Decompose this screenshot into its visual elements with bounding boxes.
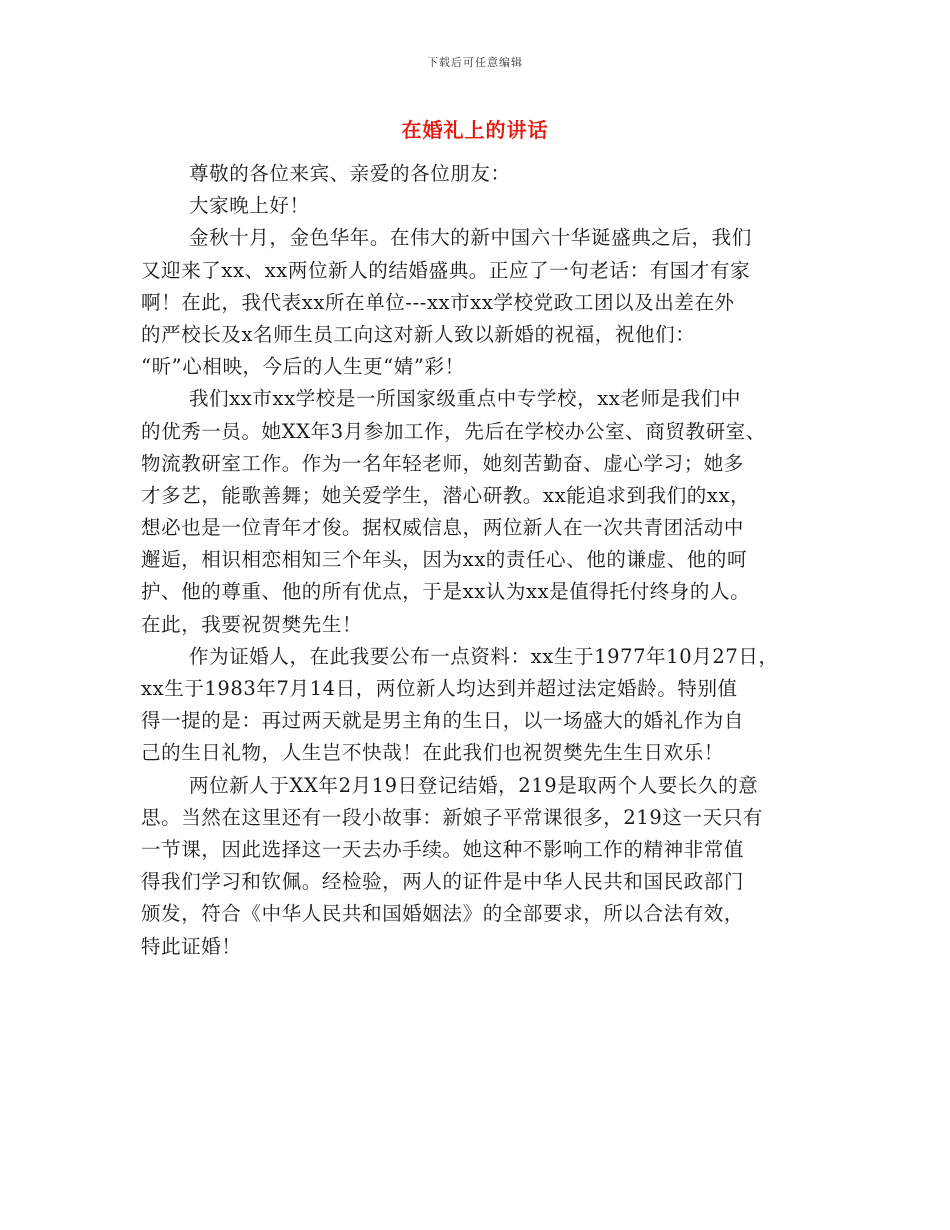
text-line: xx生于1983年7月14日，两位新人均达到并超过法定婚龄。特别值 bbox=[141, 677, 738, 700]
text-line: 想必也是一位青年才俊。据权威信息，两位新人在一次共青团活动中 bbox=[141, 516, 745, 540]
text-line: 颁发，符合《中华人民共和国婚姻法》的全部要求，所以合法有效， bbox=[141, 902, 745, 926]
text-line: 啊！在此，我代表xx所在单位---xx市xx学校党政工团以及出差在外 bbox=[141, 290, 735, 314]
text-line: 的严校长及x名师生员工向这对新人致以新婚的祝福，祝他们： bbox=[141, 322, 696, 346]
text-line: 尊敬的各位来宾、亲爱的各位朋友： bbox=[189, 162, 511, 185]
text-line: 得一提的是：再过两天就是男主角的生日，以一场盛大的婚礼作为自 bbox=[141, 709, 745, 733]
document-title: 在婚礼上的讲话 bbox=[401, 118, 549, 142]
text-line: 我们xx市xx学校是一所国家级重点中专学校，xx老师是我们中 bbox=[189, 387, 741, 411]
text-line: 作为证婚人，在此我要公布一点资料：xx生于1977年10月27日， bbox=[189, 644, 779, 668]
text-line: 的优秀一员。她XX年3月参加工作，先后在学校办公室、商贸教研室、 bbox=[141, 419, 766, 443]
text-line: 护、他的尊重、他的所有优点，于是xx认为xx是值得托付终身的人。 bbox=[141, 580, 751, 604]
text-line: 物流教研室工作。作为一名年轻老师，她刻苦勤奋、虚心学习；她多 bbox=[141, 451, 745, 475]
text-line: 才多艺，能歌善舞；她关爱学生，潜心研教。xx能追求到我们的xx， bbox=[141, 483, 751, 507]
text-line: 邂逅，相识相恋相知三个年头，因为xx的责任心、他的谦虚、他的呵 bbox=[141, 548, 748, 572]
text-line: 在此，我要祝贺樊先生！ bbox=[141, 612, 363, 636]
speech-body bbox=[141, 158, 819, 963]
text-line: 特此证婚！ bbox=[141, 934, 242, 958]
text-line: “昕”心相映，今后的人生更“婧”彩！ bbox=[141, 355, 465, 379]
text-line: 两位新人于XX年2月19日登记结婚，219是取两个人要长久的意 bbox=[189, 773, 759, 797]
text-line: 得我们学习和钦佩。经检验，两人的证件是中华人民共和国民政部门 bbox=[141, 870, 745, 894]
text-line: 金秋十月，金色华年。在伟大的新中国六十华诞盛典之后，我们 bbox=[189, 226, 752, 250]
text-line: 大家晚上好！ bbox=[189, 194, 310, 218]
text-line: 一节课，因此选择这一天去办手续。她这种不影响工作的精神非常值 bbox=[141, 837, 745, 861]
text-line: 又迎来了xx、xx两位新人的结婚盛典。正应了一句老话：有国才有家 bbox=[141, 258, 751, 282]
text-line: 思。当然在这里还有一段小故事：新娘子平常课很多，219这一天只有 bbox=[141, 805, 763, 829]
text-line: 己的生日礼物，人生岂不快哉！在此我们也祝贺樊先生生日欢乐！ bbox=[141, 741, 724, 765]
page-header-note: 下载后可任意编辑 bbox=[427, 56, 523, 69]
